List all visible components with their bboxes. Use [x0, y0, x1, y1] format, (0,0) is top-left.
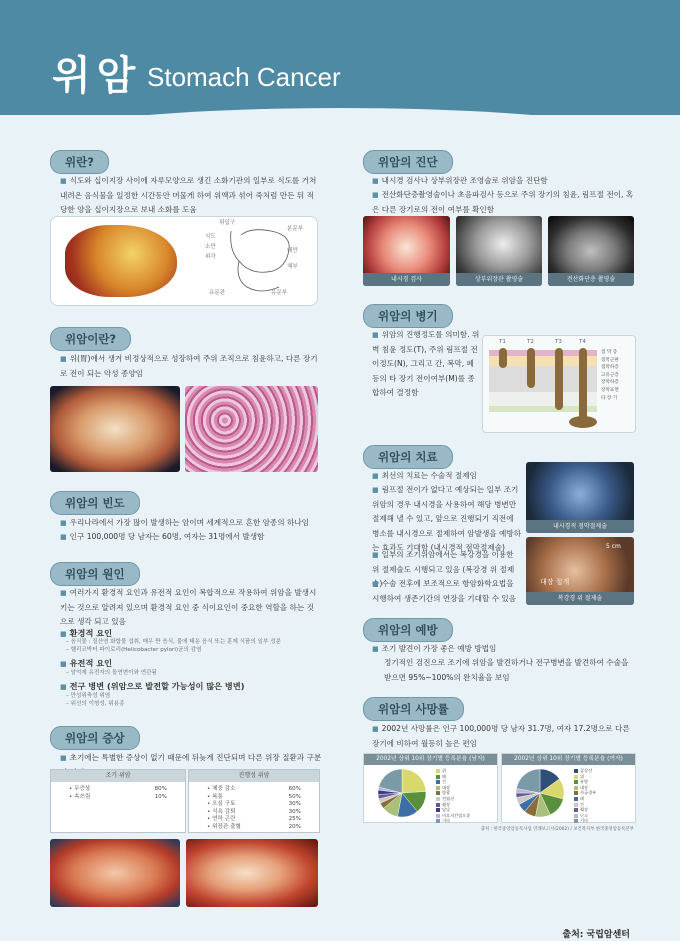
legend-swatch [436, 780, 440, 784]
diagram-label-8: 유문관 [209, 290, 226, 296]
legend-label: 갑상선 [580, 768, 593, 773]
chart-title-male: 2002년 상위 10위 장기별 등록분율 (남자) [364, 754, 497, 765]
legend-swatch [574, 780, 578, 784]
legend-swatch [574, 819, 578, 823]
frequency-item-2: ■ 인구 100,000명 당 남자는 60명, 여자는 31명에서 발생함 [60, 530, 320, 545]
legend-swatch [436, 814, 440, 818]
pie-slice-위 [402, 769, 426, 793]
advanced-row [189, 786, 319, 794]
legend-label: 간 [442, 779, 447, 785]
chart-title-female: 2002년 상위 10위 장기별 등록분율 (여자) [502, 754, 635, 765]
photo-text-1: 대장 절개 [540, 578, 570, 586]
treatment-item-2: ■ 림프절 전이가 없다고 예상되는 일부 조기 위암의 경우 내시경을 사용하여 해당 병변만 절제해 낼 수 있고, 앞으로 진행되기 직전에 병소를 내시경으로 절제하여 암발생을 예방하는 효과도 기대함 (내시경적 점막절제술) [372, 483, 522, 556]
chart-card-male [363, 753, 498, 823]
legend-label: 폐 [580, 795, 585, 801]
causes-gen-title: ■ 유전적 요인 [60, 656, 112, 672]
section-title-definition: 위암이란? [50, 327, 131, 351]
definition-text: ■ 위(胃)에서 생겨 비정상적으로 성장하여 주위 조직으로 침윤하고, 다른 장기로 전이 되는 악성 종양임 [60, 352, 318, 381]
footer-source: 출처: 국립암센터 [562, 930, 630, 940]
tumor-t3 [555, 348, 563, 410]
legend-swatch [436, 769, 440, 773]
t-label-1: T1 [499, 339, 506, 345]
caption-endoscopy: 내시경 검사 [363, 273, 450, 286]
advanced-symptom: • 오심 구토 [207, 801, 236, 808]
tumor-t4 [579, 348, 587, 422]
legend-swatch [574, 803, 578, 807]
section-title-treatment: 위암의 치료 [363, 445, 453, 469]
diagnosis-item-1: ■ 내시경 검사나 상부위장관 조영술로 위암을 진단함 [372, 174, 634, 189]
diagram-label-2: 식도 [205, 234, 216, 240]
tumor-t2 [527, 348, 535, 388]
section-title-mortality: 위암의 사망률 [363, 697, 464, 721]
section-title-what: 위란? [50, 150, 109, 174]
photo-text-2: 5 cm [606, 543, 621, 550]
advanced-percent: 50% [288, 793, 301, 800]
stomach-anatomy-illustration [65, 225, 177, 297]
advanced-symptom: • 복통 [207, 793, 223, 800]
legend-swatch [574, 797, 578, 801]
legend-item [436, 818, 470, 824]
caption-emr: 내시경적 점막절제술 [526, 520, 634, 533]
legend-label: 난소 [580, 812, 589, 818]
legend-label: 간 [580, 801, 585, 807]
diagram-label-9: 유문부 [271, 290, 288, 296]
section-title-diagnosis: 위암의 진단 [363, 150, 453, 174]
histology-photo [185, 386, 318, 472]
legend-label: 췌장 [442, 801, 451, 807]
layer-label-3: 점막하층 [601, 365, 619, 371]
mortality-text: ■ 2002년 사망률은 인구 100,000명 당 남자 31.7명, 여자 17.2명으로 다른 장기에 비하여 월등히 높은 편임 [372, 722, 634, 751]
early-symptom: • 무증상 [69, 786, 91, 792]
legend-label: 대장 [442, 784, 451, 790]
what-text: ■ 식도와 십이지장 사이에 자루모양으로 생긴 소화기관의 일부로 식도를 거쳐 내려온 음식물을 일정한 시간동안 머물게 하여 위액과 섞어 죽처럼 만든 뒤 적당한 양을 십이지장으로 보내 소화를 도움 [60, 174, 318, 218]
legend-label: 비호지킨림프종 [442, 812, 471, 818]
legend-label: 방광 [442, 790, 451, 796]
legend-swatch [574, 786, 578, 790]
early-table-head: 조기 위암 [51, 770, 185, 782]
ct-scan-photo [548, 216, 634, 286]
layer-label-5: 장막하층 [601, 380, 619, 386]
advanced-row [189, 824, 319, 832]
causes-env-title: ■ 환경적 요인 [60, 626, 112, 642]
early-row [51, 786, 185, 794]
layer-label-4: 고유근층 [601, 372, 619, 378]
legend-swatch [574, 775, 578, 779]
advanced-percent: 25% [288, 816, 301, 823]
diagram-label-5: 분문부 [287, 226, 304, 232]
page-title-en: Stomach Cancer [147, 62, 341, 92]
legend-label: 위 [442, 768, 447, 773]
layer-label-7: 타 장 기 [601, 395, 618, 401]
legend-swatch [574, 808, 578, 812]
early-table-rows [51, 782, 185, 801]
section-title-prevention: 위암의 예방 [363, 618, 453, 642]
causes-env-item-2: – 헬리코박터 파이로리(Helicobacter pylori)균의 감염 [66, 647, 202, 653]
section-title-frequency: 위암의 빈도 [50, 491, 140, 515]
causes-pre-title: ■ 전구 병변 (위암으로 발전할 가능성이 많은 병변) [60, 679, 245, 695]
causes-pre-item-2: – 위선의 이형성, 위용종 [66, 701, 125, 707]
advanced-percent: 30% [288, 808, 301, 815]
stomach-figure-box [50, 216, 318, 306]
chart-source: 출처 : 한국중앙암등록사업 연례보고서(2002) / 보건복지부 한국중앙암등록본부 [480, 827, 634, 832]
tumor-t4-invasion [569, 416, 597, 428]
early-percent: 10% [154, 793, 167, 800]
layer-legend [601, 349, 619, 402]
legend-swatch [436, 803, 440, 807]
legend-swatch [574, 769, 578, 773]
advanced-symptom: • 체중 감소 [207, 786, 236, 792]
causes-env-item-1: – 음식물 : 질산염 화합물 섭취, 매우 짠 음식, 불에 태운 음식 또는 훈제 식품의 일부 성분 [66, 639, 282, 645]
causes-gen-item-1: – 암억제 유전자의 돌연변이와 연관됨 [66, 670, 157, 676]
advanced-symptom: • 연하 곤란 [207, 816, 236, 823]
section-title-staging: 위암의 병기 [363, 304, 453, 328]
legend-label: 위 [580, 773, 585, 779]
section-title-symptoms: 위암의 증상 [50, 726, 140, 750]
advanced-symptom-table [188, 769, 320, 833]
diagram-label-1: 위입구 [219, 220, 236, 226]
pie-chart-female [512, 766, 572, 822]
early-symptom-table [50, 769, 186, 833]
advanced-symptom: • 식욕 감퇴 [207, 808, 236, 815]
emr-photo [526, 462, 634, 533]
symptoms-text: ■ 초기에는 특별한 증상이 없기 때문에 뒤늦게 진단되며 다른 위장 질환과 구분 [60, 751, 322, 780]
pie-chart-male [374, 766, 434, 822]
t-label-4: T4 [579, 339, 586, 345]
legend-label: 자궁경부 [580, 790, 597, 796]
legend-swatch [436, 775, 440, 779]
legend-label: 폐 [442, 773, 447, 779]
legend-swatch [436, 791, 440, 795]
advanced-row [189, 816, 319, 824]
early-percent: 80% [154, 786, 167, 792]
caption-ct: 전산화단층 촬영술 [548, 273, 634, 286]
caption-laparoscopy: 복강경 위 절제술 [526, 592, 634, 605]
page-title-ko: 위암 [52, 53, 142, 99]
advanced-symptom: • 위장관 출혈 [207, 823, 241, 830]
legend-swatch [436, 819, 440, 823]
diagnosis-item-2: ■ 전산화단층촬영술이나 초음파검사 등으로 주위 장기의 침윤, 림프절 전이, 혹은 다른 장기로의 전이 여부를 확인함 [372, 188, 634, 217]
layer-label-1: 점 막 층 [601, 350, 618, 355]
legend-label: 담낭 [442, 807, 451, 813]
layer-label-2: 점막근판 [601, 357, 619, 363]
tumor-t1 [499, 348, 507, 368]
advanced-percent: 20% [288, 823, 301, 830]
t-label-2: T2 [527, 339, 534, 345]
advanced-percent: 30% [288, 801, 301, 808]
legend-swatch [574, 791, 578, 795]
prevention-lead: ■ 조기 발견이 가장 좋은 예방 방법임 [372, 642, 634, 657]
legend-label: 기타 [442, 818, 451, 824]
diagram-label-4: 위각 [205, 254, 216, 260]
advanced-table-rows [189, 782, 319, 832]
legend-label: 췌장 [580, 807, 589, 813]
legend-swatch [574, 814, 578, 818]
legend-label: 전립선 [442, 795, 455, 801]
legend-female [574, 768, 596, 824]
legend-label: 유방 [580, 779, 589, 785]
legend-label: 기타 [580, 818, 589, 824]
section-title-causes: 위암의 원인 [50, 562, 140, 586]
prevention-text: 정기적인 검진으로 조기에 위암을 발견하거나 전구병변을 발견하여 수술을 받으면 95%~100%의 완치율을 보임 [384, 658, 629, 682]
gross-tumor-photo [50, 386, 180, 472]
staging-text: ■ 위암의 진행정도를 의미함. 위벽 침윤 정도(T), 주위 림프절 전이정도(N), 그리고 간, 복막, 폐 등의 타 장기 전이여부(M)를 종합하여 결정함 [372, 328, 480, 401]
treatment-item-4: ■ 수술 전후에 보조적으로 항암화학요법을 시행하여 생존기간의 연장을 기대할 수 있음 [372, 577, 522, 606]
t-label-3: T3 [555, 339, 562, 345]
advanced-row [189, 801, 319, 809]
causes-text: ■ 여러가지 환경적 요인과 유전적 요인이 복합적으로 작용하여 위암을 발생시키는 것으로 알려져 있으며 환경적 요인 중 식이요인이 중요한 역할을 하는 것으로 생각 되고 있음 [60, 586, 318, 630]
caption-upper-gi: 상부위장관 촬영술 [456, 273, 542, 286]
early-symptom: • 속쓰림 [69, 793, 91, 800]
legend-label: 대장 [580, 784, 589, 790]
chart-card-female [501, 753, 636, 823]
legend-male [436, 768, 470, 824]
symptom-photo-2 [186, 839, 318, 907]
diagram-label-7: 체부 [287, 264, 298, 270]
treatment-item-1: ■ 최선의 치료는 수술적 절제임 [372, 469, 522, 484]
advanced-percent: 60% [288, 786, 301, 792]
diagram-label-6: 대만 [287, 248, 298, 254]
early-row [51, 794, 185, 802]
frequency-item-1: ■ 우리나라에서 가장 많이 발생하는 암이며 세계적으로 흔한 암종의 하나임 [60, 516, 320, 531]
legend-item [574, 818, 596, 824]
layer-label-6: 장막표면 [601, 387, 619, 393]
advanced-table-head: 진행성 위암 [189, 770, 319, 782]
causes-pre-item-1: – 만성위축성 위염 [66, 693, 111, 699]
laparoscopy-photo [526, 537, 634, 605]
diagram-label-3: 소만 [205, 244, 216, 250]
symptom-photo-1 [50, 839, 180, 907]
endoscopy-photo [363, 216, 450, 286]
staging-diagram [482, 335, 636, 433]
upper-gi-xray-photo [456, 216, 542, 286]
legend-swatch [436, 797, 440, 801]
legend-swatch [436, 808, 440, 812]
legend-swatch [436, 786, 440, 790]
treatment-item-3: ■ 일부의 조기위암에서는 복강경을 이용한 위 절제술도 시행되고 있음 (복강경 위 절제술) [372, 548, 522, 592]
